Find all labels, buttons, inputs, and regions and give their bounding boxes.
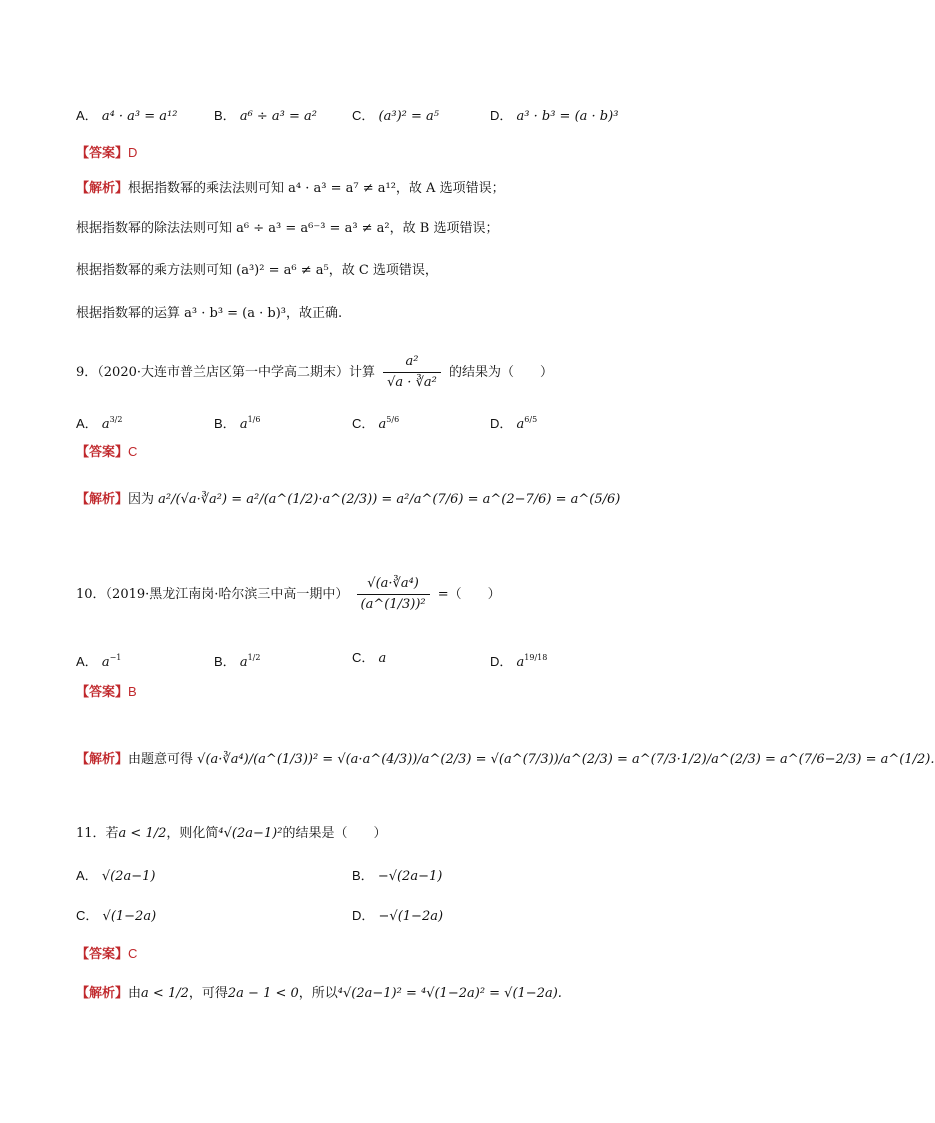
option-expr: √(2a−1) xyxy=(101,869,156,884)
option-expr: −√(1−2a) xyxy=(378,909,444,924)
question-stem: 9．（2020·大连市普兰店区第一中学高二期末）计算 xyxy=(76,365,375,380)
answer-value: D xyxy=(128,145,138,160)
option-label: D． xyxy=(490,654,513,669)
option-label: A． xyxy=(76,416,98,431)
q11-option-c xyxy=(76,906,156,927)
analysis-condition: a < 1/2 xyxy=(141,986,189,1001)
q8-analysis-line-3 xyxy=(76,261,438,281)
analysis-lead: 由题意可得 xyxy=(128,752,194,767)
option-base: a xyxy=(516,417,525,432)
q8-analysis-line-4 xyxy=(76,304,342,324)
q9-fraction xyxy=(383,352,441,393)
q10-option-c xyxy=(352,648,386,669)
option-label: D． xyxy=(352,908,375,923)
answer-value: C xyxy=(128,946,138,961)
analysis-lead: 因为 xyxy=(128,492,155,507)
q10-stem xyxy=(76,574,501,615)
answer-value: C xyxy=(128,444,138,459)
q11-option-d xyxy=(352,906,443,927)
analysis-formula: ⁴√(2a−1)² = ⁴√(1−2a)² = √(1−2a). xyxy=(337,986,562,1001)
fraction-denominator: (a^(1/3))² xyxy=(360,597,426,612)
option-base: a xyxy=(239,417,248,432)
option-label: C． xyxy=(352,108,375,123)
q8-option-c xyxy=(352,106,439,127)
option-label: B． xyxy=(352,868,374,883)
q9-option-a xyxy=(76,410,122,435)
option-exponent: 1/6 xyxy=(247,415,261,424)
q10-option-a xyxy=(76,648,121,673)
q9-option-d xyxy=(490,410,537,435)
option-expr: a³ · b³ = (a · b)³ xyxy=(516,109,619,124)
q8-option-d xyxy=(490,106,618,127)
option-expr: √(1−2a) xyxy=(102,909,157,924)
option-label: B． xyxy=(214,108,236,123)
q10-option-d xyxy=(490,648,547,673)
option-expr: a⁶ ÷ a³ = a² xyxy=(239,109,318,124)
option-exponent: −1 xyxy=(109,653,122,662)
question-stem-tail: 的结果是（ ） xyxy=(282,826,387,841)
q11-stem xyxy=(76,824,386,844)
analysis-formula: √(a·∛a⁴)/(a^(1/3))² = √(a·a^(4/3))/a^(2/3) = √(a^(7/3))/a^(2/3) = a^(7/3·1/2)/a^(2/3) = a^(7/6−2/3) = a^(1/2). xyxy=(197,752,935,767)
question-stem-tail: 的结果为（ ） xyxy=(448,365,553,380)
q10-option-b xyxy=(214,648,260,673)
fraction-denominator: √a · ∛a² xyxy=(387,375,437,390)
q9-option-c xyxy=(352,410,399,435)
option-exponent: 6/5 xyxy=(524,415,538,424)
analysis-lead: 由 xyxy=(128,986,142,1001)
question-stem-tail: =（ ） xyxy=(437,587,501,602)
fraction-numerator: a² xyxy=(383,352,441,373)
option-base: a xyxy=(378,417,387,432)
analysis-tag: 【解析】 xyxy=(76,752,129,767)
question-condition: a < 1/2 xyxy=(118,826,167,841)
option-expr: −√(2a−1) xyxy=(377,869,443,884)
fraction-numerator: √(a·∛a⁴) xyxy=(357,574,430,595)
option-label: A． xyxy=(76,108,98,123)
q8-analysis-line-1 xyxy=(76,179,505,199)
q8-analysis-line-2 xyxy=(76,219,498,239)
option-exponent: 1/2 xyxy=(247,653,261,662)
analysis-tag: 【解析】 xyxy=(76,181,129,196)
option-base: a xyxy=(101,417,110,432)
option-label: C． xyxy=(352,416,375,431)
answer-value: B xyxy=(128,684,137,699)
option-label: D． xyxy=(490,416,513,431)
answer-tag: 【答案】 xyxy=(76,146,129,161)
q11-option-b xyxy=(352,866,442,887)
analysis-text: 根据指数幂的乘法法则可知 a⁴ · a³ = a⁷ ≠ a¹²，故 A 选项错误； xyxy=(128,181,505,196)
option-label: A． xyxy=(76,654,98,669)
analysis-text: 根据指数幂的运算 a³ · b³ = (a · b)³，故正确. xyxy=(76,306,343,321)
option-base: a xyxy=(101,655,110,670)
analysis-text: 根据指数幂的乘方法则可知 (a³)² = a⁶ ≠ a⁵，故 C 选项错误， xyxy=(76,263,438,278)
q9-analysis xyxy=(76,490,620,510)
question-stem-mid: ，则化简 xyxy=(166,826,219,841)
option-label: C． xyxy=(352,650,375,665)
q11-option-a xyxy=(76,866,155,887)
option-exponent: 5/6 xyxy=(386,415,400,424)
option-base: a xyxy=(239,655,248,670)
question-radical: ⁴√(2a−1)² xyxy=(218,826,283,841)
analysis-mid: ，所以 xyxy=(298,986,338,1001)
option-label: A． xyxy=(76,868,98,883)
analysis-text: 根据指数幂的除法法则可知 a⁶ ÷ a³ = a⁶⁻³ = a³ ≠ a²，故 B 选项错误； xyxy=(76,221,499,236)
question-stem-lead: 11．若 xyxy=(76,826,119,841)
option-label: B． xyxy=(214,654,236,669)
analysis-formula: a²/(√a·∛a²) = a²/(a^(1/2)·a^(2/3)) = a²/a^(7/6) = a^(2−7/6) = a^(5/6) xyxy=(158,492,621,507)
q9-answer xyxy=(76,442,137,463)
analysis-tag: 【解析】 xyxy=(76,986,129,1001)
option-exponent: 3/2 xyxy=(109,415,123,424)
answer-tag: 【答案】 xyxy=(76,685,129,700)
option-label: B． xyxy=(214,416,236,431)
option-label: C． xyxy=(76,908,99,923)
q11-answer xyxy=(76,944,137,965)
analysis-tag: 【解析】 xyxy=(76,492,129,507)
q11-analysis xyxy=(76,984,562,1004)
analysis-mid: ，可得 xyxy=(188,986,228,1001)
analysis-inequality: 2a − 1 < 0 xyxy=(227,986,299,1001)
q9-option-b xyxy=(214,410,260,435)
q8-answer xyxy=(76,143,137,164)
q8-option-b xyxy=(214,106,317,127)
question-stem: 10．（2019·黑龙江南岗·哈尔滨三中高一期中） xyxy=(76,587,349,602)
option-base: a xyxy=(378,651,387,666)
option-base: a xyxy=(516,655,525,670)
answer-tag: 【答案】 xyxy=(76,947,129,962)
q10-analysis xyxy=(76,750,935,770)
option-exponent: 19/18 xyxy=(524,653,548,662)
q10-answer xyxy=(76,682,137,703)
option-label: D． xyxy=(490,108,513,123)
option-expr: a⁴ · a³ = a¹² xyxy=(101,109,178,124)
q10-fraction xyxy=(357,574,430,615)
answer-tag: 【答案】 xyxy=(76,445,129,460)
q8-option-a xyxy=(76,106,177,127)
option-expr: (a³)² = a⁵ xyxy=(378,109,439,124)
q9-stem xyxy=(76,352,553,393)
